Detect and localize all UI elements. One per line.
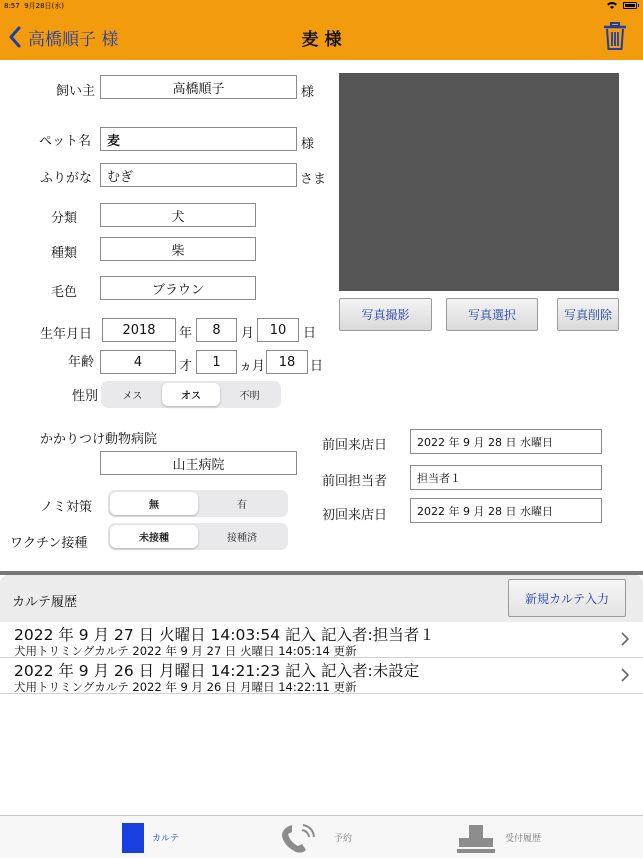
- sex-option-male[interactable]: オス: [162, 383, 221, 406]
- flea-option-yes[interactable]: 有: [237, 500, 247, 511]
- birth-day-field[interactable]: 10: [257, 318, 299, 342]
- breed-label: 種類: [51, 246, 78, 261]
- chevron-right-icon: [621, 632, 629, 646]
- birth-month-field[interactable]: 8: [196, 318, 237, 342]
- birth-month-unit: 月: [241, 326, 255, 341]
- last-visit-field[interactable]: 2022 年 9 月 28 日 水曜日: [410, 429, 602, 454]
- sex-label: 性別: [72, 389, 99, 404]
- kana-label: ふりがな: [40, 171, 93, 186]
- select-photo-button[interactable]: 写真選択: [446, 298, 538, 331]
- kana-suffix: さま: [300, 172, 327, 187]
- karte-icon: [122, 822, 144, 854]
- category-field[interactable]: 犬: [100, 203, 256, 227]
- history-title: カルテ履歴: [12, 595, 78, 610]
- tab-karte-label: カルテ: [152, 834, 180, 844]
- breed-field[interactable]: 柴: [100, 237, 256, 261]
- vaccine-option-not-vaccinated[interactable]: 未接種: [110, 525, 198, 548]
- birth-year-unit: 年: [179, 326, 193, 341]
- coat-color-label: 毛色: [51, 285, 78, 300]
- tab-karte[interactable]: [122, 816, 179, 858]
- pet-name-label: ペット名: [39, 134, 92, 149]
- pet-photo: [339, 73, 619, 291]
- sex-option-female[interactable]: メス: [122, 391, 143, 402]
- take-photo-button[interactable]: 写真撮影: [339, 298, 432, 331]
- first-visit-field[interactable]: 2022 年 9 月 28 日 水曜日: [410, 498, 602, 523]
- vaccine-label: ワクチン接種: [10, 536, 88, 551]
- kana-field[interactable]: むぎ: [100, 163, 297, 187]
- pet-name-suffix: 様: [301, 137, 315, 152]
- age-years-unit: 才: [179, 359, 193, 374]
- tab-bar: [0, 815, 643, 858]
- birth-year-field[interactable]: 2018: [102, 318, 176, 342]
- category-label: 分類: [51, 211, 78, 226]
- page-title: 麦 様: [301, 30, 342, 50]
- owner-suffix: 様: [301, 85, 315, 100]
- new-karte-button[interactable]: 新規カルテ入力: [508, 579, 626, 617]
- phone-icon: [278, 822, 322, 854]
- trash-icon[interactable]: [603, 22, 627, 50]
- last-staff-label: 前回担当者: [322, 474, 388, 489]
- tab-reception-history-label: 受付履歴: [505, 834, 542, 844]
- coat-color-field[interactable]: ブラウン: [100, 276, 256, 300]
- chevron-right-icon: [621, 668, 629, 682]
- delete-photo-button[interactable]: 写真削除: [557, 298, 619, 331]
- status-bar: [0, 0, 643, 12]
- back-label: 高橋順子 様: [28, 29, 119, 50]
- wifi-icon: [607, 1, 617, 9]
- age-months-field[interactable]: 1: [196, 350, 237, 374]
- history-row-sub: 犬用トリミングカルテ 2022 年 9 月 27 日 火曜日 14:05:14 更新: [14, 644, 357, 658]
- age-days-unit: 日: [310, 359, 324, 374]
- birthdate-label: 生年月日: [40, 327, 93, 342]
- vaccine-segmented-control: [108, 523, 288, 550]
- tab-reception-history[interactable]: [457, 816, 541, 858]
- navigation-bar: [0, 12, 643, 60]
- birth-day-unit: 日: [303, 326, 317, 341]
- hospital-field[interactable]: 山王病院: [100, 451, 297, 475]
- flea-segmented-control: [108, 490, 288, 517]
- age-days-field[interactable]: 18: [266, 350, 308, 374]
- history-row[interactable]: [0, 658, 643, 694]
- flea-label: ノミ対策: [40, 500, 93, 515]
- tab-reservation[interactable]: [278, 816, 352, 858]
- owner-label: 飼い主: [56, 84, 96, 99]
- hospital-label: かかりつけ動物病院: [40, 432, 158, 447]
- age-label: 年齢: [68, 355, 95, 370]
- history-row-sub: 犬用トリミングカルテ 2022 年 9 月 26 日 月曜日 14:22:11 更新: [14, 680, 357, 694]
- first-visit-label: 初回来店日: [322, 508, 388, 523]
- history-row[interactable]: [0, 622, 643, 658]
- vaccine-option-vaccinated[interactable]: 接種済: [227, 533, 257, 544]
- sex-option-unknown[interactable]: 不明: [239, 391, 260, 402]
- age-years-field[interactable]: 4: [100, 350, 176, 374]
- flea-option-none[interactable]: 無: [110, 492, 198, 515]
- last-visit-label: 前回来店日: [322, 438, 388, 453]
- age-months-unit: ヵ月: [239, 359, 266, 374]
- battery-icon: [623, 2, 637, 9]
- owner-field[interactable]: 高橋順子: [100, 75, 297, 99]
- pet-name-field[interactable]: 麦: [100, 127, 297, 151]
- history-header: [0, 575, 643, 622]
- history-row-main: 2022 年 9 月 27 日 火曜日 14:03:54 記入 記入者:担当者１: [14, 626, 435, 644]
- last-staff-field[interactable]: 担当者１: [410, 465, 602, 490]
- status-time: 8:57 9月28日(水): [4, 2, 65, 10]
- sex-segmented-control: [101, 381, 281, 408]
- tab-reservation-label: 予約: [334, 834, 353, 844]
- reception-icon: [457, 822, 495, 854]
- history-row-main: 2022 年 9 月 26 日 月曜日 14:21:23 記入 記入者:未設定: [14, 662, 420, 680]
